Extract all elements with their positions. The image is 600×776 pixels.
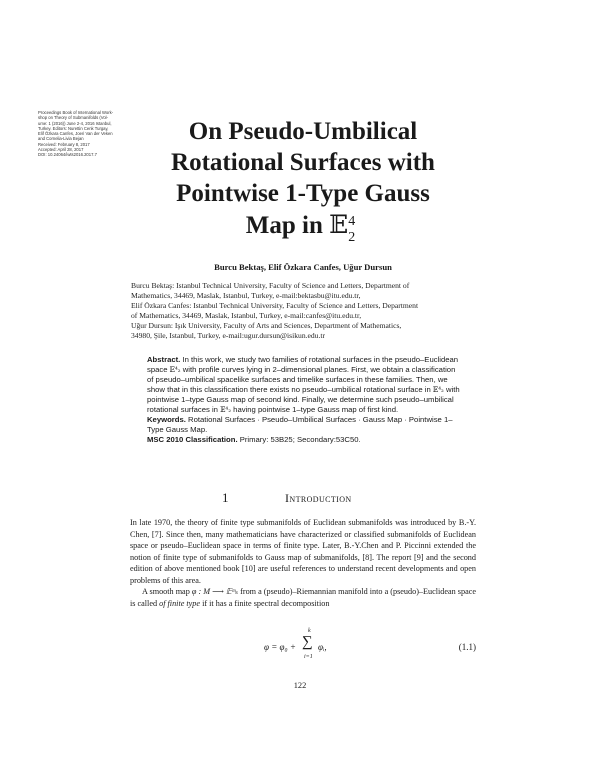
keywords <box>147 415 460 435</box>
paper-title <box>138 116 468 246</box>
affiliation-line: Mathematics, 34469, Maslak, Istanbul, Turkey, e-mail:bektasbu@itu.edu.tr, <box>131 291 361 300</box>
sidenote-line: Turkey. Editors: Nurettin Cenk Turgay, <box>38 125 109 131</box>
sum-lower-limit: i=1 <box>304 654 313 660</box>
msc-label: MSC 2010 Classification. <box>147 435 238 444</box>
sidenote-line: DOI: 10.24064/iwts2016.2017.7 <box>38 152 97 158</box>
sum-upper-limit: k <box>308 628 311 634</box>
page-number: 122 <box>293 681 307 690</box>
abstract-text-4: having pointwise 1–type Gauss map of first kind. <box>231 405 399 414</box>
sidenote-line: ume: 1 (2016)) June 2-4, 2016 Istanbul, <box>38 120 112 126</box>
space-symbol-inline: 𝔼⁴₂ <box>220 406 232 414</box>
sum-symbol: ∑ <box>302 634 313 650</box>
sidenote-line: Elif Özkara Canfes, Joeri Van der Veken <box>38 131 113 137</box>
equation-1-1 <box>130 628 476 664</box>
title-line-2: Rotational Surfaces with <box>171 149 435 176</box>
msc-classification <box>147 435 460 445</box>
map-expression: φ : M ⟶ 𝔼ᵐₛ <box>191 587 239 596</box>
space-subscript: 2 <box>348 230 356 246</box>
section-title: Introduction <box>285 491 352 505</box>
publication-sidenote <box>38 110 130 158</box>
equation-lhs: φ = φ₀ + <box>264 642 296 652</box>
space-symbol: 𝔼 <box>329 210 349 239</box>
affiliation-line: Uğur Dursun: Işık University, Faculty of Arts and Sciences, Department of Mathematics, <box>131 321 402 330</box>
paragraph-2-text-a: A smooth map <box>142 587 192 596</box>
keywords-label: Keywords. <box>147 415 186 424</box>
space-indices <box>348 212 360 246</box>
equation-rhs: φᵢ, <box>318 642 327 652</box>
title-line-3: Pointwise 1-Type Gauss <box>176 180 430 207</box>
abstract-text-2: with profile curves lying in 2–dimensional planes. First, we obtain a classification of pseudo–umbilical spacelike surfaces and timelike surfaces in these families. Then, we show that in this classification there exists no pseudo–umbilical rotational surface in <box>147 365 456 394</box>
abstract-label: Abstract. <box>147 355 181 364</box>
keywords-text: Rotational Surfaces · Pseudo–Umbilical Surfaces · Gauss Map · Pointwise 1–Type Gauss Map. <box>147 415 453 434</box>
paragraph-1: In late 1970, the theory of finite type submanifolds of Euclidean submanifolds was introduced by B.-Y. Chen, [7]. Since then, many mathematicians have characterized or classified submanifolds of Euclidean space or pseudo–Euclidean space in terms of finite type. Later, B.-Y.Chen and P. Piccinni extended the notion of finite type of submanifolds to Gauss map of submanifolds, [8]. The report [9] and the second edition of above mentioned book [10] are useful references to understand recent developments and open problems of this area. <box>130 518 476 585</box>
msc-text: Primary: 53B25; Secondary:53C50. <box>237 435 361 444</box>
sidenote-line: shop on Theory of Submanifolds (Vol- <box>38 115 108 121</box>
affiliations <box>131 281 477 341</box>
author-list: Burcu Bektaş, Elif Özkara Canfes, Uğur Dursun <box>214 262 392 272</box>
abstract-paragraph <box>147 355 460 415</box>
space-symbol-inline: 𝔼⁴₂ <box>169 366 181 374</box>
affiliation-line: Elif Özkara Canfes: Istanbul Technical University, Faculty of Science and Letters, Department <box>131 301 419 310</box>
title-line-4 <box>138 209 468 246</box>
title-line-4-text: Map in <box>245 212 330 239</box>
equation-number: (1.1) <box>458 642 476 652</box>
abstract-text-3: with pointwise 1–type Gauss map of second kind. Finally, we determine such pseudo–umbilical rotational surfaces in <box>147 385 460 414</box>
sidenote-line: Received: February 8, 2017 <box>38 141 90 147</box>
abstract-text-1: In this work, we study two families of rotational surfaces in the pseudo–Euclidean space <box>147 355 459 374</box>
paragraph-2-text-c: if it has a finite spectral decomposition <box>200 598 330 608</box>
finite-type-term: of finite type <box>159 598 201 608</box>
section-number: 1 <box>222 490 229 505</box>
sidenote-line: Accepted: April 28, 2017 <box>38 147 84 153</box>
space-symbol-inline: 𝔼⁴₂ <box>432 386 444 394</box>
sidenote-line: and Cornelia-Livia Bejan <box>38 136 84 142</box>
abstract <box>147 355 460 445</box>
affiliation-line: 34980, Şile, Istanbul, Turkey, e-mail:ugur.dursun@isikun.edu.tr <box>131 331 326 340</box>
body-text <box>130 517 476 609</box>
sidenote-line: Proceedings Book of International Work- <box>38 110 114 115</box>
paragraph-2-text-b: from a (pseudo)–Riemannian manifold into a (pseudo)–Euclidean space is called <box>130 587 476 608</box>
paragraph-2 <box>130 586 476 609</box>
affiliation-line: of Mathematics, 34469, Maslak, Istanbul, Turkey, e-mail:canfes@itu.edu.tr, <box>131 311 362 320</box>
affiliation-line: Burcu Bektaş: Istanbul Technical University, Faculty of Science and Letters, Department of <box>131 281 410 290</box>
title-line-1: On Pseudo-Umbilical <box>188 118 418 145</box>
space-superscript: 4 <box>348 214 356 230</box>
